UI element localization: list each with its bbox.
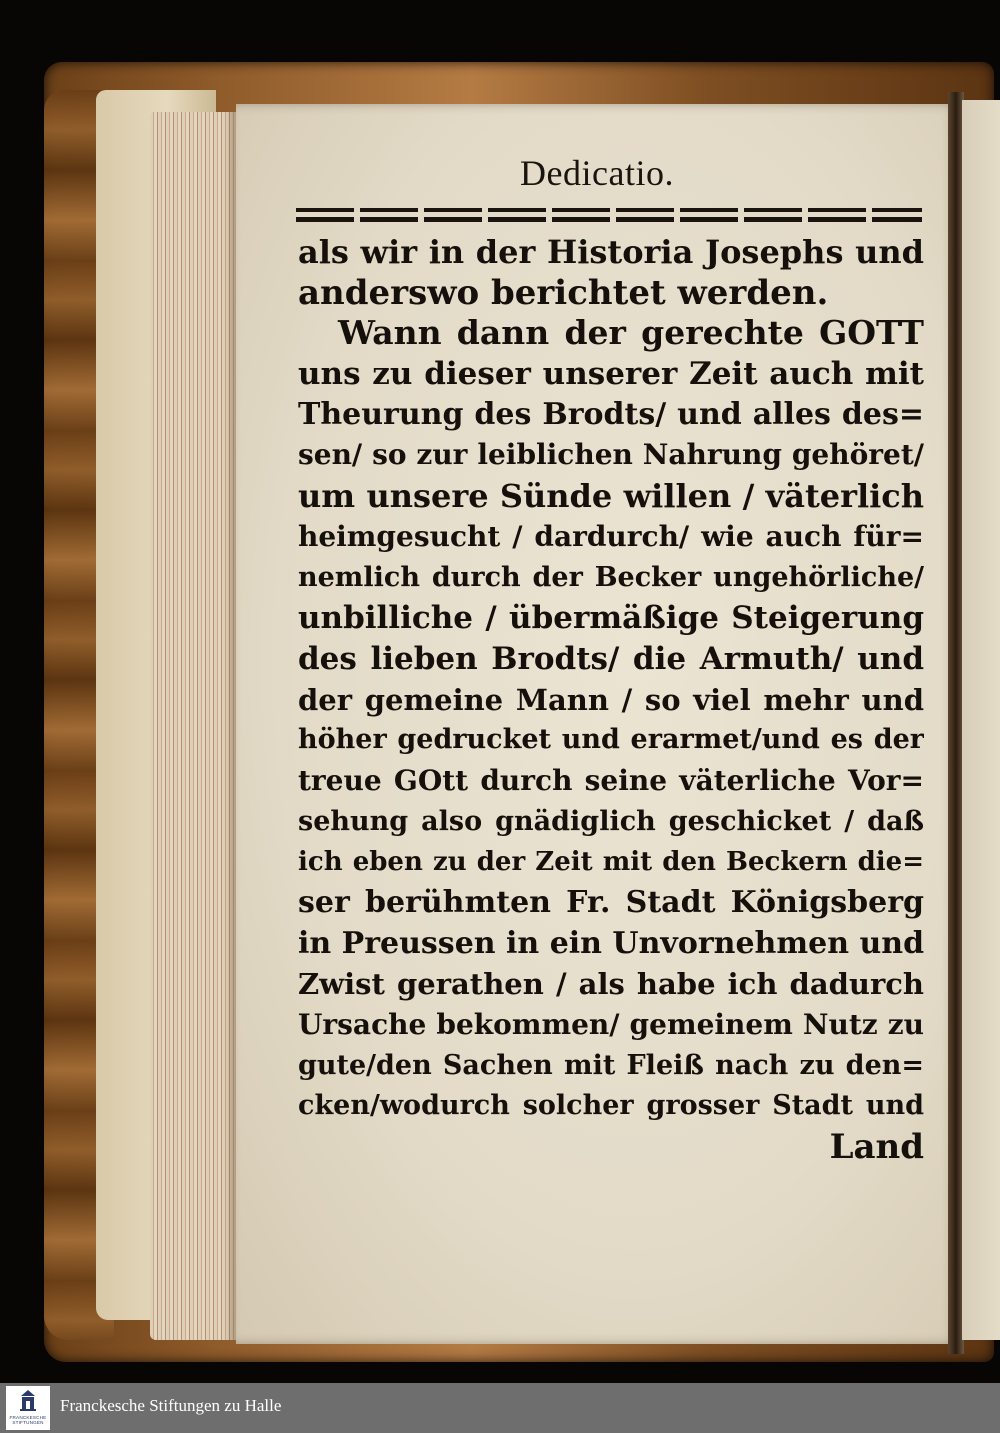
- text-line: um unsere Sünde willen / väterlich: [298, 477, 924, 516]
- page-edges: [150, 112, 236, 1340]
- header-rule: [296, 208, 922, 222]
- page-text: [298, 232, 924, 1168]
- catchword: Land: [829, 1127, 924, 1168]
- text-line: cken/wodurch solcher grosser Stadt und: [298, 1090, 924, 1122]
- text-line: ser berühmten Fr. Stadt Königsberg: [298, 885, 924, 920]
- institution-logo[interactable]: [6, 1386, 50, 1430]
- text-line: heimgesucht / dardurch/ wie auch für=: [298, 519, 924, 553]
- text-line: treue GOtt durch seine väterliche Vor=: [298, 763, 924, 797]
- footer-bar: [0, 1383, 1000, 1433]
- text-line: sehung also gnädiglich geschicket / daß: [298, 805, 924, 837]
- text-line: ich eben zu der Zeit mit den Beckern die=: [298, 847, 924, 878]
- logo-label: FRANCKESCHE STIFTUNGEN: [9, 1415, 47, 1426]
- text-line: als wir in der Historia Josephs und: [298, 233, 924, 271]
- text-line: Ursache bekommen/ gemeinem Nutz zu: [298, 1008, 924, 1042]
- text-line: Wann dann der gerechte GOTT: [338, 313, 924, 353]
- running-head: Dedicatio.: [520, 153, 674, 193]
- text-line: höher gedrucket und erarmet/und es der: [298, 724, 924, 756]
- text-line: uns zu dieser unserer Zeit auch mit: [298, 356, 924, 393]
- facing-page: [962, 100, 1000, 1340]
- text-line: sen/ so zur leiblichen Nahrung gehöret/: [298, 438, 924, 472]
- text-line: des lieben Brodts/ die Armuth/ und: [298, 640, 924, 677]
- text-line: in Preussen in ein Unvornehmen und: [298, 925, 924, 961]
- text-line: Theurung des Brodts/ und alles des=: [298, 396, 924, 432]
- text-line: gute/den Sachen mit Fleiß nach zu den=: [298, 1049, 924, 1081]
- text-line: anderswo berichtet werden.: [298, 272, 829, 313]
- institution-name: Franckesche Stiftungen zu Halle: [60, 1396, 282, 1415]
- text-line: unbilliche / übermäßige Steigerung: [298, 600, 924, 637]
- building-icon: [20, 1390, 36, 1412]
- text-line: Zwist gerathen / als habe ich dadurch: [298, 967, 924, 1002]
- text-line: der gemeine Mann / so viel mehr und: [298, 682, 924, 717]
- text-line: nemlich durch der Becker ungehörliche/: [298, 561, 924, 593]
